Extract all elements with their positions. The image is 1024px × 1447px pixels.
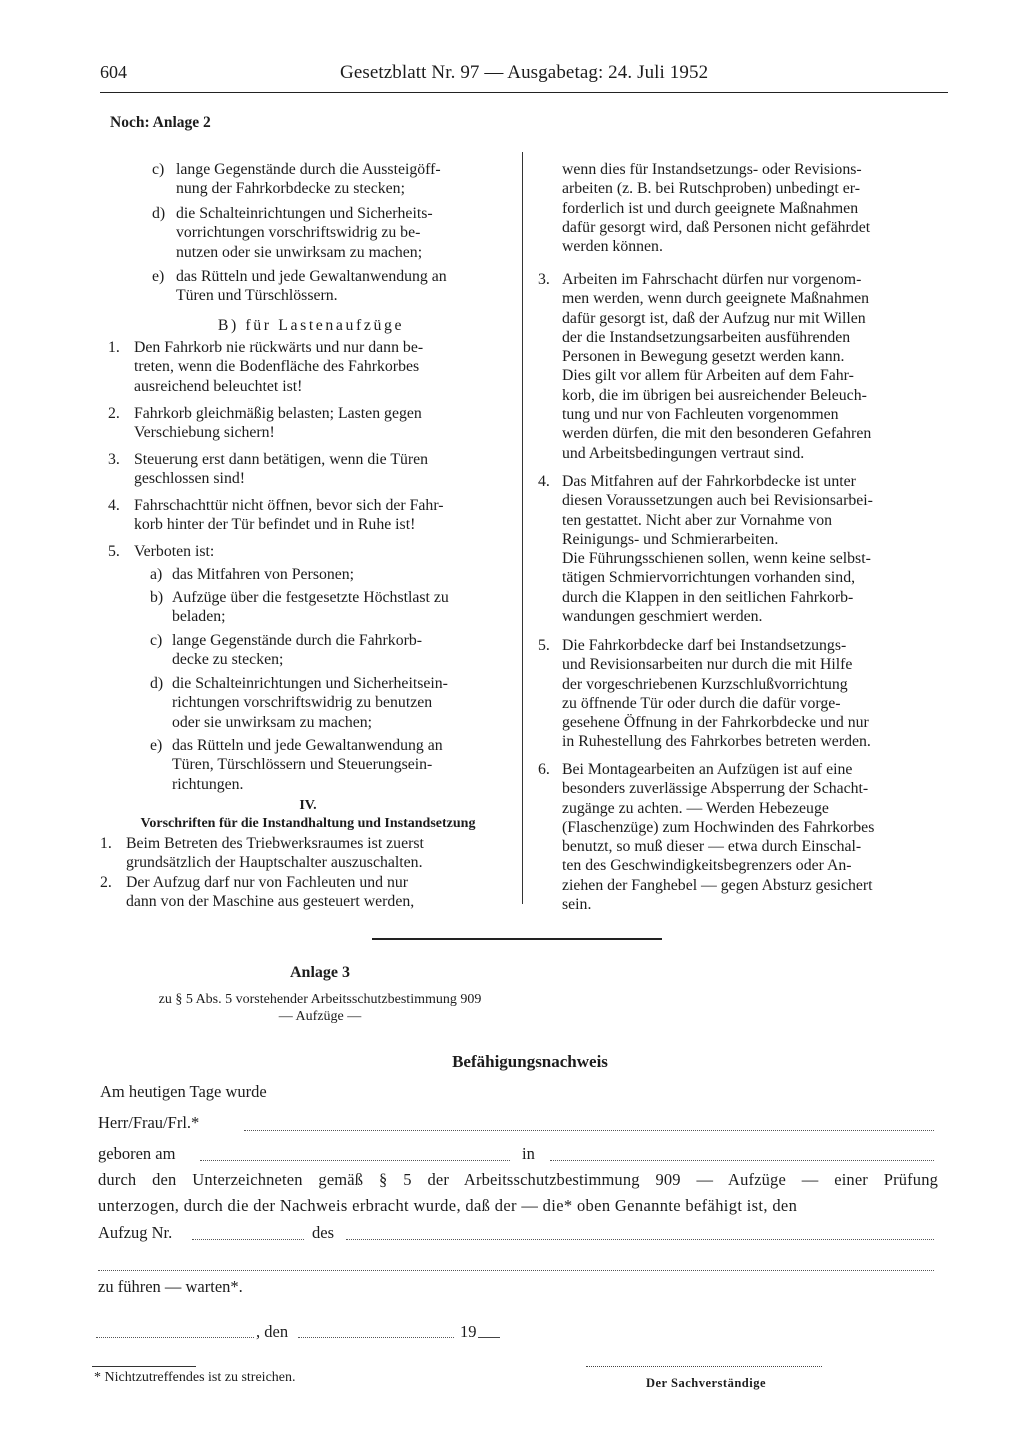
name-label: Herr/Frau/Frl.*: [98, 1113, 200, 1132]
list-label: 3.: [108, 451, 120, 468]
list-line: sein.: [562, 896, 592, 914]
anlage3-title: Anlage 3: [290, 964, 350, 981]
list-line: besonders zuverlässige Absperrung der Schacht-: [562, 780, 869, 798]
paragraph-line: arbeiten (z. B. bei Rutschproben) unbedingt er-: [562, 180, 860, 198]
form-paragraph-line: unterzogen, durch die der Nachweis erbracht wurde, daß der — die* oben Genannte befähigt ist, den: [98, 1196, 798, 1215]
list-line: in Ruhestellung des Fahrkorbes betreten werden.: [562, 733, 871, 751]
list-line: Türen und Türschlössern.: [176, 287, 338, 305]
list-line: oder sie unwirksam zu machen;: [172, 713, 373, 731]
list-line: Bei Montagearbeiten an Aufzügen ist auf eine: [562, 761, 853, 778]
name-field[interactable]: [244, 1130, 934, 1131]
list-line: das Rütteln und jede Gewaltanwendung an: [176, 268, 447, 285]
date-year-label: 19: [460, 1322, 477, 1341]
list-label: 4.: [538, 473, 550, 490]
list-line: Fahrschachttür nicht öffnen, bevor sich der Fahr-: [134, 497, 444, 514]
list-line: der die Instandsetzungsarbeiten ausführenden: [562, 328, 851, 346]
page-number: 604: [100, 62, 127, 82]
paragraph-line: werden können.: [562, 238, 663, 256]
list-line: Türen, Türschlössern und Steuerungsein-: [172, 756, 433, 774]
list-line: zu öffnende Tür oder durch die dafür vorge-: [562, 694, 841, 712]
list-line: Arbeiten im Fahrschacht dürfen nur vorgenom-: [562, 271, 862, 288]
list-line: diesen Voraussetzungen auch bei Revisionsarbei-: [562, 492, 873, 510]
list-line: ausreichend beleuchtet ist!: [134, 377, 303, 395]
elevator-number-label: Aufzug Nr.: [98, 1223, 173, 1242]
list-line: Der Aufzug darf nur von Fachleuten und nur: [126, 874, 409, 891]
list-label: e): [152, 268, 165, 285]
footnote: * Nichtzutreffendes ist zu streichen.: [94, 1370, 296, 1385]
list-line: Reinigungs- und Schmierarbeiten.: [562, 530, 779, 548]
list-label: 3.: [538, 271, 550, 288]
elevator-number-field[interactable]: [192, 1239, 304, 1240]
birth-place-field[interactable]: [550, 1160, 934, 1161]
list-label: c): [152, 161, 165, 178]
list-label: d): [150, 675, 164, 692]
birth-date-field[interactable]: [200, 1160, 510, 1161]
list-line: zugänge zu achten. — Werden Hebezeuge: [562, 799, 829, 817]
list-line: Steuerung erst dann betätigen, wenn die Türen: [134, 451, 429, 468]
paragraph-line: forderlich ist und durch geeignete Maßnahmen: [562, 199, 859, 217]
list-line: korb, die im übrigen bei ausreichender Beleuch-: [562, 386, 867, 404]
anlage3-reference-sub: — Aufzüge —: [278, 1009, 362, 1024]
list-label: 4.: [108, 497, 120, 514]
list-line: Verboten ist:: [134, 543, 215, 560]
list-line: tätigen Schmiervorrichtungen vorhanden sind,: [562, 569, 856, 587]
anlage3-reference: zu § 5 Abs. 5 vorstehender Arbeitsschutzbestimmung 909: [158, 992, 482, 1007]
operate-maintain-line: zu führen — warten*.: [98, 1277, 243, 1296]
list-line: und Revisionsarbeiten nur durch die mit Hilfe: [562, 656, 853, 674]
list-line: richtungen.: [172, 775, 244, 793]
list-line: das Mitfahren von Personen;: [172, 566, 355, 583]
list-line: treten, wenn die Bodenfläche des Fahrkorbes: [134, 358, 420, 376]
date-field[interactable]: [298, 1337, 454, 1338]
list-line: tung und nur von Fachleuten vorgenommen: [562, 406, 839, 424]
list-line: Personen in Bewegung gesetzt werden kann.: [562, 348, 845, 366]
list-line: dafür gesorgt ist, daß der Aufzug nur mit Willen: [562, 309, 866, 327]
list-line: der vorgeschriebenen Kurzschlußvorrichtung: [562, 675, 848, 693]
column-divider: [522, 152, 523, 904]
list-line: Dies gilt vor allem für Arbeiten auf dem Fahr-: [562, 367, 854, 385]
list-line: ziehen der Fanghebel — gegen Absturz gesichert: [562, 876, 873, 894]
list-line: Die Führungsschienen sollen, wenn keine selbst-: [562, 550, 871, 568]
list-label: 2.: [108, 405, 120, 422]
footnote-rule: [92, 1366, 196, 1367]
list-line: das Rütteln und jede Gewaltanwendung an: [172, 737, 443, 754]
list-label: b): [150, 589, 164, 606]
list-line: Die Fahrkorbdecke darf bei Instandsetzungs-: [562, 637, 847, 654]
list-line: wandungen geschmiert werden.: [562, 608, 763, 626]
list-label: a): [150, 566, 163, 583]
paragraph-line: wenn dies für Instandsetzungs- oder Revisions-: [562, 161, 862, 178]
list-line: decke zu stecken;: [172, 651, 284, 669]
list-label: 2.: [100, 874, 112, 891]
birth-date-label: geboren am: [98, 1144, 176, 1163]
left-column: [100, 160, 516, 920]
year-underline[interactable]: [478, 1337, 500, 1338]
list-line: Beim Betreten des Triebwerksraumes ist zuerst: [126, 835, 424, 852]
page-header-title: Gesetzblatt Nr. 97 — Ausgabetag: 24. Juli 1952: [340, 62, 709, 83]
form-intro: Am heutigen Tage wurde: [100, 1082, 267, 1101]
list-line: lange Gegenstände durch die Aussteigöff-: [176, 161, 441, 178]
list-line: Den Fahrkorb nie rückwärts und nur dann be-: [134, 339, 424, 356]
list-line: nung der Fahrkorbdecke zu stecken;: [176, 180, 405, 198]
list-label: 5.: [108, 543, 120, 560]
elevator-owner-field[interactable]: [346, 1239, 934, 1240]
list-line: grundsätzlich der Hauptschalter auszuschalten.: [126, 854, 423, 872]
list-line: benutzt, so muß dieser — etwa durch Einschal-: [562, 838, 862, 856]
section-iv-title: Vorschriften für die Instandhaltung und Instandsetzung: [140, 816, 476, 831]
list-line: gesehene Öffnung in der Fahrkorbdecke und nur: [562, 714, 869, 732]
list-line: (Flaschenzüge) zum Hochwinden des Fahrkorbes: [562, 818, 875, 836]
list-line: die Schalteinrichtungen und Sicherheits-: [176, 205, 433, 222]
right-column: [534, 160, 944, 920]
list-line: geschlossen sind!: [134, 470, 246, 488]
signature-line[interactable]: [586, 1366, 822, 1367]
elevator-owner-field-continued[interactable]: [98, 1270, 934, 1271]
continuation-heading: Noch: Anlage 2: [110, 114, 211, 131]
elevator-owner-label: des: [312, 1223, 334, 1242]
list-line: lange Gegenstände durch die Fahrkorb-: [172, 632, 423, 649]
list-line: korb hinter der Tür befindet und in Ruhe ist!: [134, 516, 416, 534]
list-line: vorrichtungen vorschriftswidrig zu be-: [176, 224, 421, 242]
section-separator: [372, 938, 662, 940]
list-label: e): [150, 737, 163, 754]
list-line: die Schalteinrichtungen und Sicherheitsein-: [172, 675, 448, 692]
place-field[interactable]: [96, 1337, 254, 1338]
list-label: 6.: [538, 761, 550, 778]
list-line: und Arbeitsbedingungen vertraut sind.: [562, 444, 805, 462]
list-label: 1.: [108, 339, 120, 356]
form-title: Befähigungsnachweis: [452, 1052, 608, 1071]
list-line: durch die Klappen in den seitlichen Fahrkorb-: [562, 588, 854, 606]
paragraph-line: dafür gesorgt wird, daß Personen nicht gefährdet: [562, 218, 871, 236]
list-line: men werden, wenn durch geeignete Maßnahmen: [562, 290, 870, 308]
list-line: werden dürfen, die mit den besonderen Gefahren: [562, 425, 872, 443]
list-label: d): [152, 205, 166, 222]
list-line: nutzen oder sie unwirksam zu machen;: [176, 243, 423, 261]
list-line: dann von der Maschine aus gesteuert werden,: [126, 893, 415, 911]
list-line: Aufzüge über die festgesetzte Höchstlast zu: [172, 589, 449, 606]
section-iv-numeral: IV.: [299, 798, 317, 813]
form-paragraph-line: durch den Unterzeichneten gemäß § 5 der Arbeitsschutzbestimmung 909 — Aufzüge — einer Prüfung: [98, 1170, 938, 1189]
list-label: 1.: [100, 835, 112, 852]
list-line: beladen;: [172, 608, 226, 626]
list-line: Fahrkorb gleichmäßig belasten; Lasten gegen: [134, 405, 422, 422]
header-rule: [100, 92, 948, 93]
list-line: ten des Geschwindigkeitsbegrenzers oder An-: [562, 857, 852, 875]
list-label: 5.: [538, 637, 550, 654]
continuation-paragraph: [562, 160, 944, 256]
list-label: c): [150, 632, 163, 649]
date-den-label: , den: [256, 1322, 289, 1341]
birth-place-label: in: [522, 1144, 535, 1163]
section-b-heading: B) für Lastenaufzüge: [217, 317, 405, 334]
signature-label: Der Sachverständige: [645, 1376, 767, 1390]
list-line: Verschiebung sichern!: [134, 424, 275, 442]
list-line: ten gestattet. Nicht aber zur Vornahme von: [562, 511, 833, 529]
list-line: richtungen vorschriftswidrig zu benutzen: [172, 694, 433, 712]
list-line: Das Mitfahren auf der Fahrkorbdecke ist unter: [562, 473, 856, 490]
